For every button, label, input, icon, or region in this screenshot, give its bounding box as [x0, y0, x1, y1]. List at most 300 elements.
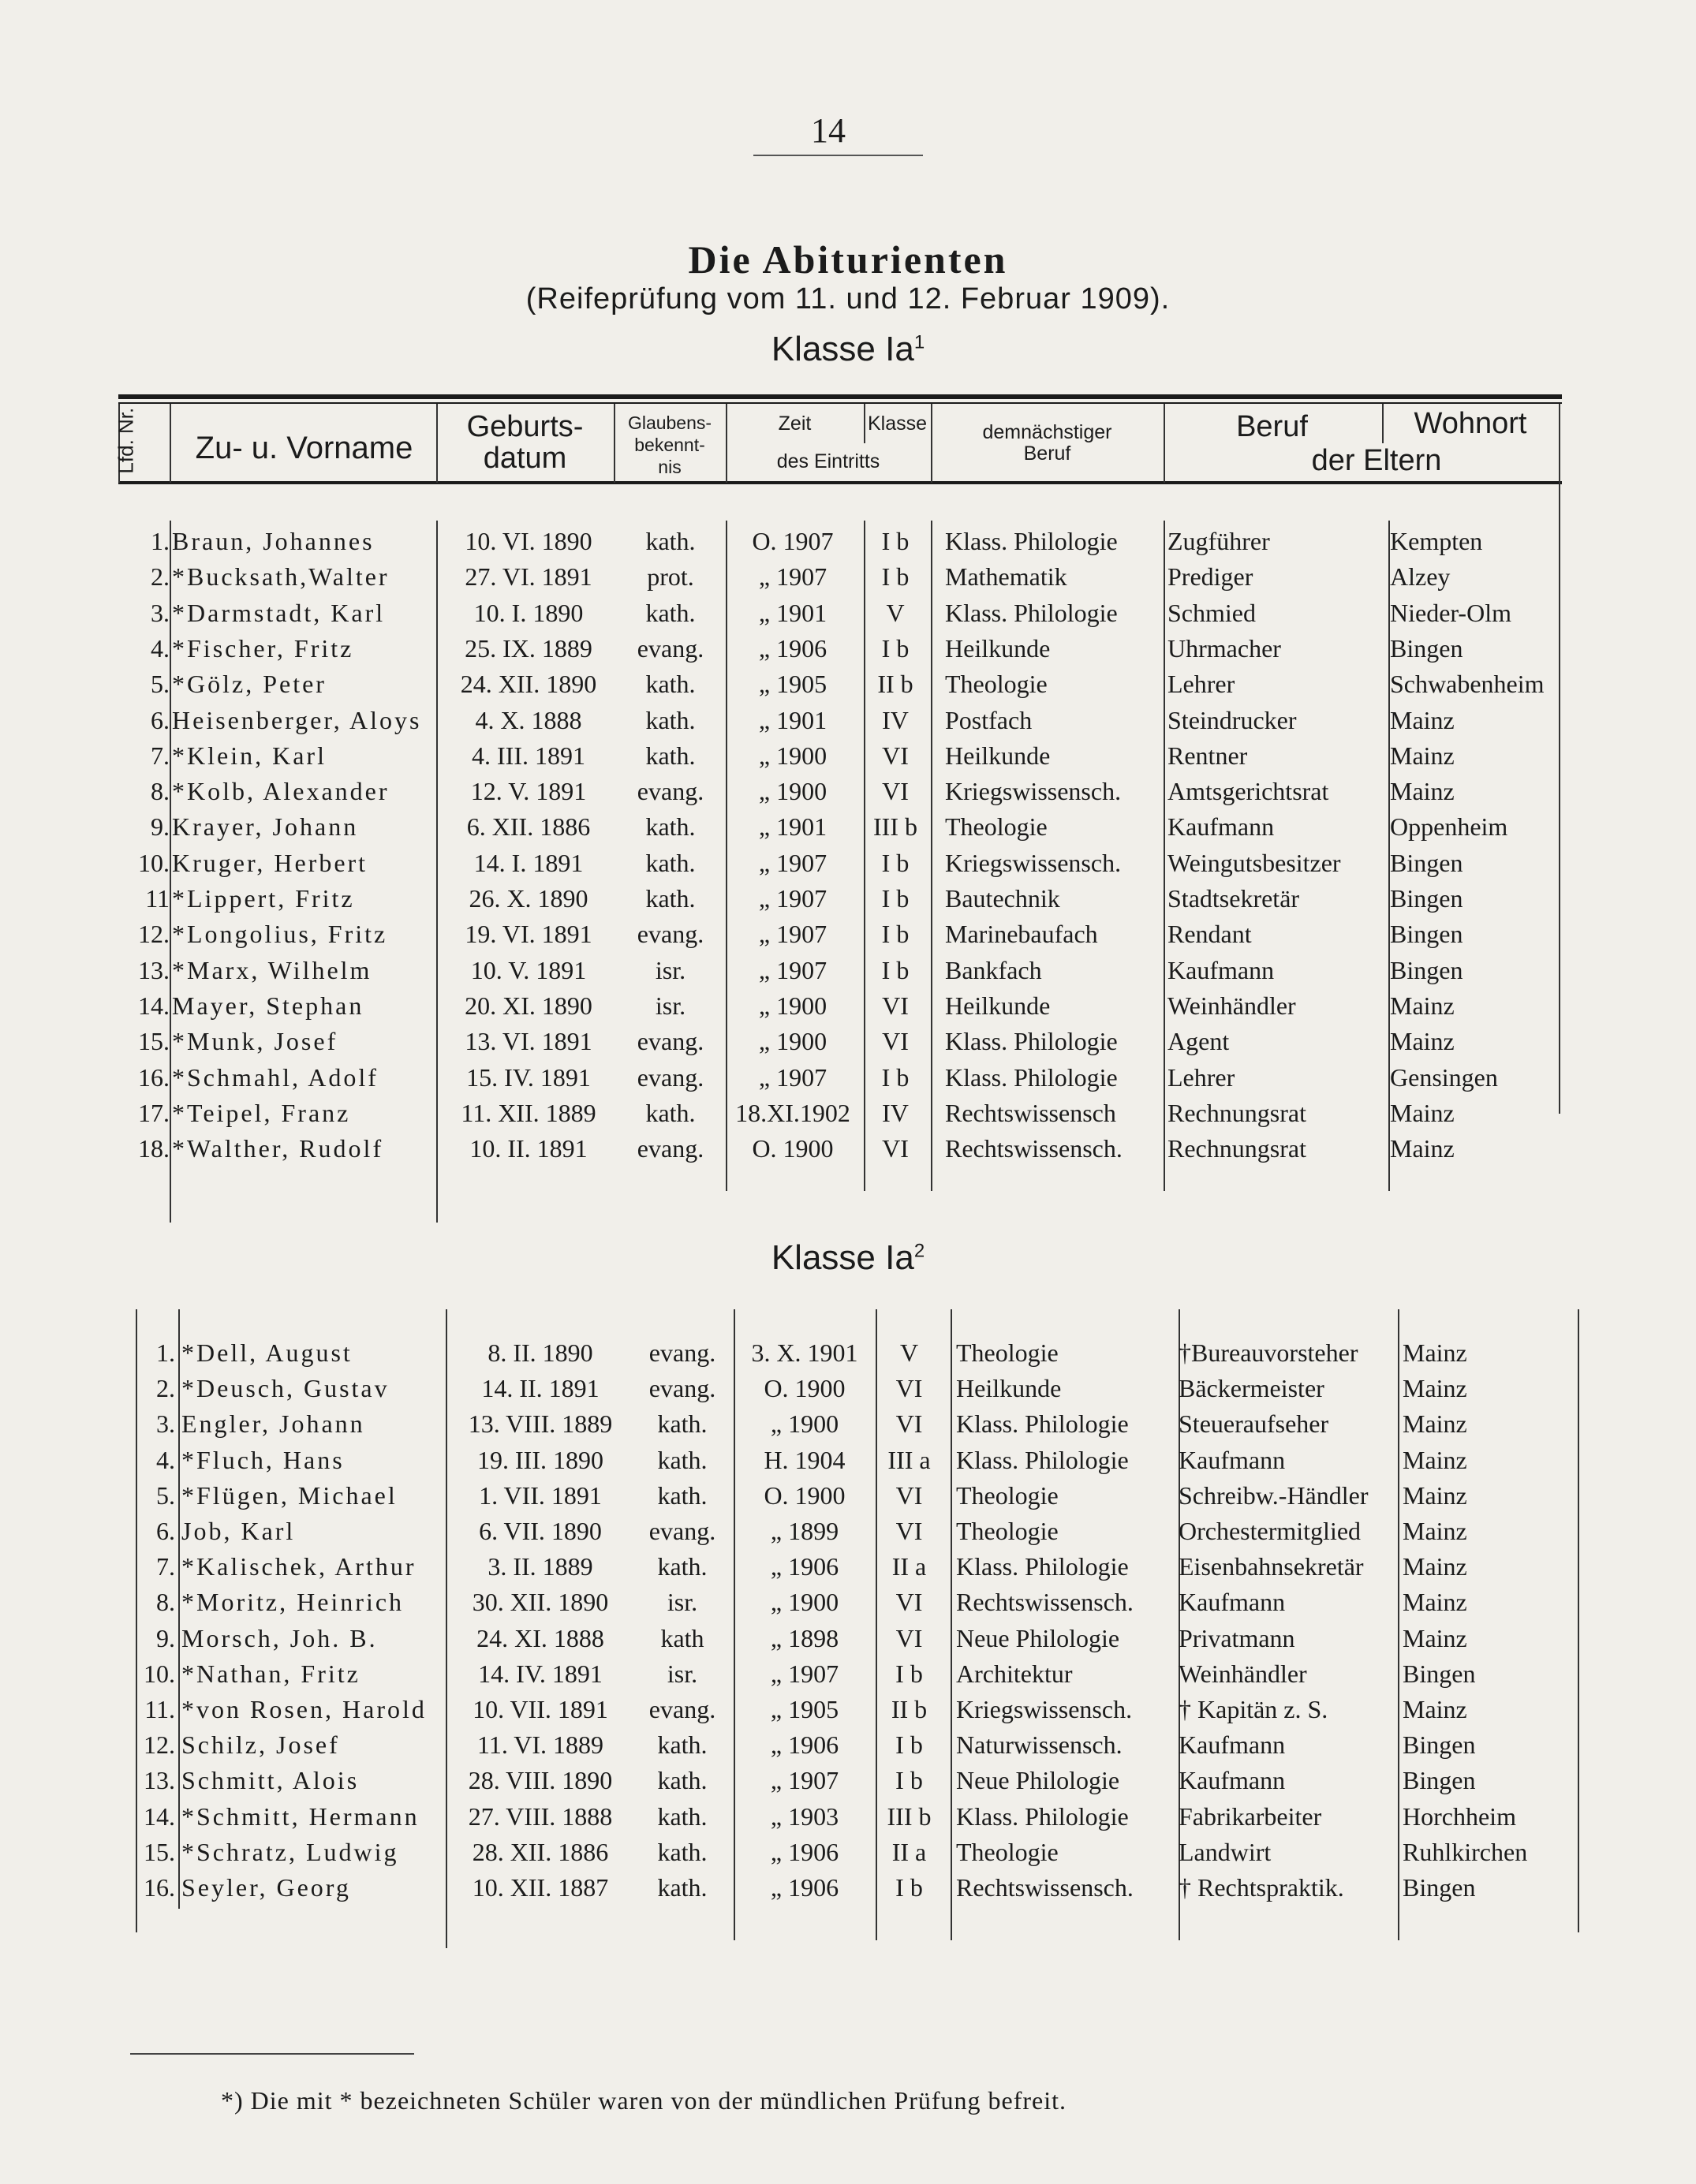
birth-date: 24. XII. 1890: [460, 670, 597, 699]
future-profession: Architektur: [956, 1659, 1073, 1688]
residence: Mainz: [1403, 1623, 1467, 1652]
student-name: *Nathan, Fritz: [181, 1659, 360, 1688]
birth-date: 14. II. 1891: [481, 1374, 600, 1403]
entry-class: VI: [895, 1623, 923, 1652]
row-number: 9.: [156, 1623, 175, 1652]
religion: kath.: [657, 1480, 708, 1510]
table-row: [0, 1695, 1696, 1730]
residence: Nieder-Olm: [1390, 598, 1511, 627]
entry-time: „ 1907: [758, 1062, 827, 1092]
entry-time: „ 1900: [758, 1027, 827, 1056]
future-profession: Klass. Philologie: [945, 527, 1118, 555]
student-name: *Munk, Josef: [172, 1027, 338, 1056]
parent-profession: Lehrer: [1167, 1062, 1235, 1092]
future-profession: Klass. Philologie: [956, 1445, 1129, 1474]
parent-profession: Kaufmann: [1179, 1730, 1286, 1760]
table-row: [0, 1063, 1696, 1099]
row-number: 17.: [138, 1098, 170, 1127]
entry-time: „ 1906: [770, 1730, 839, 1760]
birth-date: 13. VI. 1891: [465, 1027, 592, 1056]
parent-profession: Landwirt: [1179, 1837, 1272, 1866]
student-name: *Kalischek, Arthur: [181, 1552, 417, 1581]
table-row: [0, 1409, 1696, 1445]
header-nr: Lfd. Nr.: [114, 407, 138, 474]
birth-date: 6. XII. 1886: [466, 812, 591, 842]
residence: Bingen: [1403, 1873, 1476, 1902]
entry-class: I b: [881, 633, 910, 663]
student-name: Job, Karl: [181, 1517, 296, 1545]
header-klasse: Klasse: [867, 413, 928, 435]
entry-time: „ 1905: [770, 1695, 839, 1723]
entry-time: „ 1900: [758, 991, 827, 1020]
parent-profession: † Rechtspraktik.: [1179, 1873, 1344, 1902]
row-number: 1.: [151, 527, 170, 555]
birth-date: 1. VII. 1891: [479, 1480, 602, 1510]
student-name: *Schmitt, Hermann: [181, 1801, 420, 1831]
entry-time: „ 1900: [770, 1409, 839, 1439]
header-religion-line2: bekennt-: [634, 435, 705, 455]
birth-date: 27. VIII. 1888: [468, 1801, 613, 1831]
entry-time: „ 1900: [758, 741, 827, 770]
future-profession: Rechtswissensch.: [945, 1134, 1123, 1163]
entry-time: „ 1905: [758, 670, 827, 699]
table-row: [0, 1134, 1696, 1170]
table-row: [0, 1099, 1696, 1134]
birth-date: 28. XII. 1886: [472, 1837, 609, 1866]
birth-date: 28. VIII. 1890: [468, 1766, 613, 1795]
table-header-bottom-rule: [118, 481, 1562, 484]
entry-class: V: [899, 1338, 919, 1367]
student-name: Morsch, Joh. B.: [181, 1623, 378, 1652]
residence: Mainz: [1403, 1695, 1467, 1723]
entry-class: I b: [881, 527, 910, 555]
religion: kath.: [645, 705, 696, 734]
table-row: [0, 670, 1696, 705]
birth-date: 19. VI. 1891: [465, 920, 592, 949]
future-profession: Kriegswissensch.: [945, 848, 1122, 877]
student-name: *Deusch, Gustav: [181, 1374, 390, 1403]
row-number: 15.: [138, 1027, 170, 1056]
entry-class: VI: [882, 1134, 909, 1163]
residence: Oppenheim: [1390, 812, 1508, 842]
residence: Mainz: [1390, 991, 1455, 1020]
religion: kath.: [645, 884, 696, 913]
student-name: Kruger, Herbert: [172, 848, 368, 877]
religion: evang.: [648, 1374, 716, 1403]
future-profession: Rechtswissensch.: [956, 1588, 1134, 1617]
future-profession: Theologie: [945, 670, 1048, 699]
parent-profession: Weingutsbesitzer: [1167, 848, 1341, 877]
religion: kath.: [657, 1766, 708, 1795]
future-profession: Marinebaufach: [945, 920, 1098, 949]
religion: evang.: [637, 1027, 704, 1056]
table-row: [0, 1838, 1696, 1873]
row-number: 2.: [151, 562, 170, 592]
row-number: 8.: [156, 1588, 175, 1617]
table-row: [0, 1766, 1696, 1801]
table-row: [0, 1027, 1696, 1062]
parent-profession: Prediger: [1167, 562, 1253, 592]
entry-time: „ 1907: [758, 955, 827, 984]
table-row: [0, 1624, 1696, 1659]
future-profession: Postfach: [945, 705, 1033, 734]
birth-date: 27. VI. 1891: [465, 562, 592, 592]
class1-sup: 1: [913, 331, 925, 353]
religion: isr.: [667, 1659, 698, 1688]
entry-class: I b: [881, 920, 910, 949]
table-row: [0, 527, 1696, 562]
table-row: [0, 1588, 1696, 1623]
row-number: 1.: [156, 1338, 175, 1367]
entry-class: I b: [881, 1062, 910, 1092]
religion: kath.: [645, 527, 696, 555]
residence: Bingen: [1390, 920, 1463, 949]
entry-time: „ 1901: [758, 705, 827, 734]
birth-date: 30. XII. 1890: [472, 1588, 609, 1617]
birth-date: 14. I. 1891: [473, 848, 584, 877]
birth-date: 10. II. 1891: [469, 1134, 588, 1163]
entry-class: II a: [891, 1837, 927, 1866]
religion: isr.: [667, 1588, 698, 1617]
parent-profession: Weinhändler: [1179, 1659, 1307, 1688]
table-row: [0, 741, 1696, 777]
religion: kath.: [645, 670, 696, 699]
religion: kath.: [657, 1730, 708, 1760]
entry-class: I b: [895, 1766, 923, 1795]
row-number: 8.: [151, 777, 170, 806]
future-profession: Neue Philologie: [956, 1766, 1120, 1795]
table-row: [0, 1659, 1696, 1695]
birth-date: 6. VII. 1890: [479, 1517, 602, 1545]
future-profession: Heilkunde: [956, 1374, 1062, 1403]
future-profession: Neue Philologie: [956, 1623, 1120, 1652]
entry-class: I b: [881, 955, 910, 984]
birth-date: 14. IV. 1891: [478, 1659, 603, 1688]
residence: Mainz: [1403, 1374, 1467, 1403]
birth-date: 19. III. 1890: [477, 1445, 603, 1474]
row-number: 14.: [138, 991, 170, 1020]
residence: Bingen: [1390, 633, 1463, 663]
future-profession: Heilkunde: [945, 991, 1051, 1020]
row-number: 5.: [151, 670, 170, 699]
header-wohnort: Wohnort: [1414, 407, 1527, 440]
student-name: *Walther, Rudolf: [172, 1134, 384, 1163]
entry-time: „ 1907: [758, 884, 827, 913]
student-name: Engler, Johann: [181, 1409, 365, 1439]
entry-time: „ 1907: [758, 848, 827, 877]
parent-profession: Lehrer: [1167, 670, 1235, 699]
student-name: *Gölz, Peter: [172, 670, 327, 699]
student-name: Mayer, Stephan: [172, 991, 364, 1020]
future-profession: Bankfach: [945, 955, 1042, 984]
footnote: *) Die mit * bezeichneten Schüler waren von der mündlichen Prüfung befreit.: [221, 2086, 1067, 2115]
entry-time: „ 1900: [770, 1588, 839, 1617]
entry-class: VI: [895, 1409, 923, 1439]
parent-profession: Orchestermitglied: [1179, 1517, 1362, 1545]
entry-class: VI: [882, 991, 909, 1020]
parent-profession: †Bureauvorsteher: [1179, 1338, 1358, 1367]
header-beruf-line2: Beruf: [1023, 442, 1071, 465]
entry-time: „ 1907: [758, 920, 827, 949]
header-beruf-line1: demnächstiger: [982, 421, 1112, 443]
entry-class: II b: [877, 670, 913, 699]
future-profession: Rechtswissensch.: [956, 1873, 1134, 1902]
birth-date: 24. XI. 1888: [476, 1623, 604, 1652]
parent-profession: Uhrmacher: [1167, 633, 1281, 663]
residence: Mainz: [1403, 1517, 1467, 1545]
entry-time: „ 1900: [758, 777, 827, 806]
religion: evang.: [637, 777, 704, 806]
religion: kath.: [645, 812, 696, 842]
parent-profession: Kaufmann: [1179, 1766, 1286, 1795]
student-name: *Fischer, Fritz: [172, 633, 354, 663]
header-religion-line3: nis: [658, 457, 682, 477]
future-profession: Bautechnik: [945, 884, 1060, 913]
entry-time: „ 1907: [770, 1659, 839, 1688]
table-row: [0, 1338, 1696, 1374]
student-name: Schilz, Josef: [181, 1730, 340, 1760]
birth-date: 3. II. 1889: [488, 1552, 593, 1581]
table-top-rule-thin: [118, 402, 1562, 404]
future-profession: Mathematik: [945, 562, 1067, 592]
entry-time: O. 1900: [752, 1134, 834, 1163]
table-row: [0, 562, 1696, 598]
student-name: Schmitt, Alois: [181, 1766, 360, 1795]
parent-profession: Rechnungsrat: [1167, 1098, 1306, 1127]
row-number: 10.: [144, 1659, 175, 1688]
future-profession: Naturwissensch.: [956, 1730, 1123, 1760]
row-number: 5.: [156, 1480, 175, 1510]
row-number: 4.: [156, 1445, 175, 1474]
table-row: [0, 1481, 1696, 1517]
future-profession: Klass. Philologie: [956, 1801, 1129, 1831]
future-profession: Theologie: [956, 1837, 1059, 1866]
birth-date: 10. VI. 1890: [465, 527, 592, 555]
entry-time: „ 1901: [758, 598, 827, 627]
parent-profession: Bäckermeister: [1179, 1374, 1324, 1403]
header-birth-line1: Geburts-: [466, 410, 584, 443]
residence: Bingen: [1390, 848, 1463, 877]
residence: Mainz: [1403, 1409, 1467, 1439]
entry-time: H. 1904: [764, 1445, 846, 1474]
student-name: Braun, Johannes: [172, 527, 375, 555]
header-name: Zu- u. Vorname: [195, 431, 413, 465]
entry-time: „ 1906: [770, 1552, 839, 1581]
header-birth-line2: datum: [483, 442, 567, 475]
future-profession: Theologie: [956, 1338, 1059, 1367]
entry-class: VI: [895, 1588, 923, 1617]
religion: isr.: [655, 991, 686, 1020]
entry-class: VI: [882, 777, 909, 806]
header-zeit: Zeit: [778, 413, 812, 435]
entry-class: VI: [895, 1517, 923, 1545]
table-row: [0, 1446, 1696, 1481]
parent-profession: Kaufmann: [1167, 955, 1275, 984]
birth-date: 10. XII. 1887: [472, 1873, 609, 1902]
student-name: *Teipel, Franz: [172, 1098, 351, 1127]
religion: evang.: [637, 920, 704, 949]
table-row: [0, 1730, 1696, 1766]
row-number: 13.: [138, 955, 170, 984]
residence: Mainz: [1403, 1445, 1467, 1474]
parent-profession: Weinhändler: [1167, 991, 1296, 1020]
entry-class: III a: [887, 1445, 931, 1474]
religion: isr.: [655, 955, 686, 984]
residence: Kempten: [1390, 527, 1483, 555]
religion: kath.: [657, 1837, 708, 1866]
row-number: 6.: [151, 705, 170, 734]
residence: Mainz: [1390, 705, 1455, 734]
future-profession: Klass. Philologie: [956, 1409, 1129, 1439]
entry-class: II b: [891, 1695, 928, 1723]
table-row: [0, 1552, 1696, 1588]
table-row: [0, 849, 1696, 884]
parent-profession: Kaufmann: [1179, 1588, 1286, 1617]
student-name: *Flügen, Michael: [181, 1480, 398, 1510]
entry-time: „ 1906: [758, 633, 827, 663]
entry-time: 3. X. 1901: [751, 1338, 858, 1367]
row-number: 10.: [138, 848, 170, 877]
row-number: 6.: [156, 1517, 175, 1545]
parent-profession: Zugführer: [1167, 527, 1270, 555]
header-der-eltern: der Eltern: [1311, 444, 1442, 477]
entry-time: O. 1900: [764, 1480, 846, 1510]
row-number: 2.: [156, 1374, 175, 1403]
entry-time: „ 1901: [758, 812, 827, 842]
table-row: [0, 1802, 1696, 1838]
parent-profession: Rentner: [1167, 741, 1248, 770]
religion: evang.: [637, 633, 704, 663]
parent-profession: Amtsgerichtsrat: [1167, 777, 1329, 806]
religion: evang.: [648, 1517, 716, 1545]
residence: Bingen: [1403, 1730, 1476, 1760]
entry-class: I b: [895, 1873, 923, 1902]
residence: Mainz: [1403, 1588, 1467, 1617]
row-number: 7.: [151, 741, 170, 770]
header-religion-line1: Glaubens-: [627, 413, 712, 433]
parent-profession: Fabrikarbeiter: [1179, 1801, 1322, 1831]
row-number: 7.: [156, 1552, 175, 1581]
parent-profession: Eisenbahnsekretär: [1179, 1552, 1364, 1581]
birth-date: 26. X. 1890: [469, 884, 588, 913]
religion: evang.: [637, 1134, 704, 1163]
entry-time: „ 1907: [758, 562, 827, 592]
entry-time: „ 1906: [770, 1837, 839, 1866]
student-name: *Schratz, Ludwig: [181, 1837, 399, 1866]
religion: kath.: [645, 741, 696, 770]
page-number: 14: [811, 111, 846, 150]
parent-profession: Schmied: [1167, 598, 1256, 627]
entry-class: III b: [873, 812, 917, 842]
table-row: [0, 1374, 1696, 1409]
table-row: [0, 1517, 1696, 1552]
residence: Mainz: [1390, 1027, 1455, 1056]
row-number: 14.: [144, 1801, 175, 1831]
residence: Mainz: [1390, 777, 1455, 806]
student-name: *Dell, August: [181, 1338, 353, 1367]
birth-date: 10. VII. 1891: [473, 1695, 608, 1723]
birth-date: 11. XII. 1889: [461, 1098, 596, 1127]
residence: Bingen: [1403, 1659, 1476, 1688]
future-profession: Klass. Philologie: [945, 1062, 1118, 1092]
student-name: *Schmahl, Adolf: [172, 1062, 379, 1092]
entry-time: „ 1899: [770, 1517, 839, 1545]
table-row: [0, 599, 1696, 634]
table-row: [0, 634, 1696, 670]
table-row: [0, 956, 1696, 991]
birth-date: 12. V. 1891: [470, 777, 587, 806]
class2-label: Klasse Ia: [771, 1238, 914, 1277]
religion: kath.: [645, 1098, 696, 1127]
future-profession: Klass. Philologie: [945, 598, 1118, 627]
row-number: 12.: [144, 1730, 175, 1760]
entry-class: III b: [887, 1801, 932, 1831]
entry-time: „ 1906: [770, 1873, 839, 1902]
student-name: Seyler, Georg: [181, 1873, 351, 1902]
entry-class: VI: [895, 1480, 923, 1510]
residence: Horchheim: [1403, 1801, 1516, 1831]
header-eintritt: des Eintritts: [776, 450, 880, 472]
student-name: *Moritz, Heinrich: [181, 1588, 405, 1617]
student-name: Heisenberger, Aloys: [172, 705, 422, 734]
residence: Mainz: [1403, 1480, 1467, 1510]
birth-date: 4. III. 1891: [472, 741, 585, 770]
row-number: 9.: [151, 812, 170, 842]
parent-profession: † Kapitän z. S.: [1179, 1695, 1328, 1723]
parent-profession: Kaufmann: [1179, 1445, 1286, 1474]
student-name: *Bucksath,Walter: [172, 562, 390, 592]
row-number: 16.: [138, 1062, 170, 1092]
birth-date: 4. X. 1888: [475, 705, 582, 734]
class2-heading: [0, 1238, 1696, 1278]
row-number: 11: [145, 884, 170, 913]
entry-class: VI: [895, 1374, 923, 1403]
row-number: 4.: [151, 633, 170, 663]
table-row: [0, 991, 1696, 1027]
birth-date: 11. VI. 1889: [477, 1730, 603, 1760]
religion: evang.: [637, 1062, 704, 1092]
student-name: Krayer, Johann: [172, 812, 359, 842]
residence: Ruhlkirchen: [1403, 1837, 1528, 1866]
table-row: [0, 920, 1696, 955]
future-profession: Theologie: [956, 1517, 1059, 1545]
class1-heading: [0, 330, 1696, 369]
religion: kath.: [657, 1445, 708, 1474]
entry-class: I b: [881, 848, 910, 877]
student-name: *Darmstadt, Karl: [172, 598, 386, 627]
future-profession: Heilkunde: [945, 741, 1051, 770]
entry-class: I b: [895, 1659, 923, 1688]
residence: Gensingen: [1390, 1062, 1498, 1092]
birth-date: 13. VIII. 1889: [468, 1409, 613, 1439]
birth-date: 10. V. 1891: [470, 955, 587, 984]
entry-class: VI: [882, 1027, 909, 1056]
row-number: 3.: [156, 1409, 175, 1439]
religion: prot.: [647, 562, 694, 592]
entry-class: IV: [882, 1098, 909, 1127]
class1-label: Klasse Ia: [771, 330, 914, 368]
religion: kath: [660, 1623, 704, 1652]
religion: kath.: [657, 1801, 708, 1831]
birth-date: 20. XI. 1890: [465, 991, 592, 1020]
header-divider: [170, 404, 171, 483]
religion: evang.: [648, 1695, 716, 1723]
entry-class: IV: [882, 705, 909, 734]
row-number: 13.: [144, 1766, 175, 1795]
student-name: *Fluch, Hans: [181, 1445, 345, 1474]
entry-class: I b: [895, 1730, 923, 1760]
parent-profession: Rechnungsrat: [1167, 1134, 1306, 1163]
